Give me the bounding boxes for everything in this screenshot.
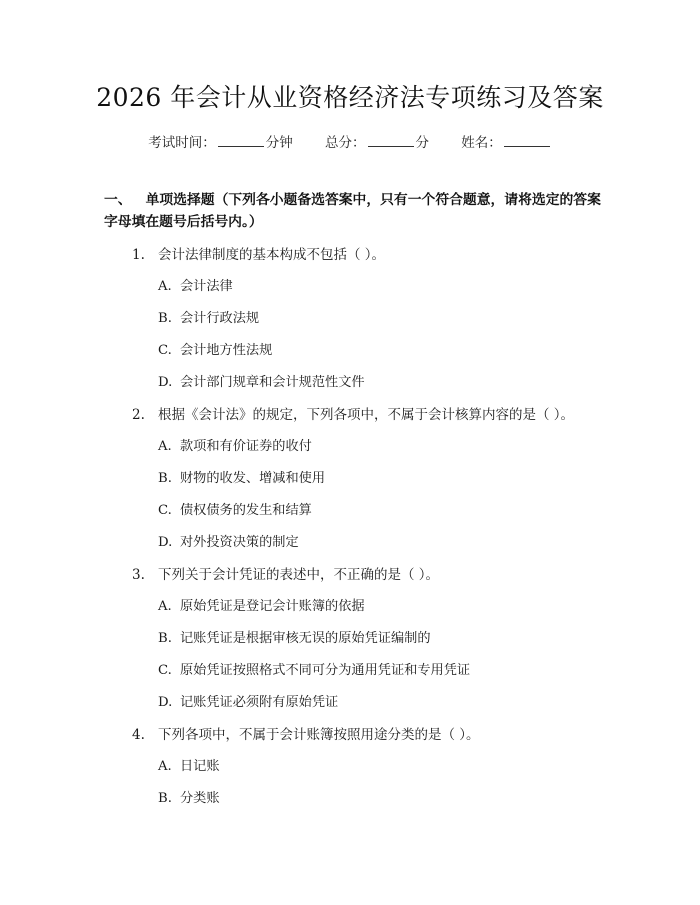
total-score-unit: 分 xyxy=(415,135,429,151)
option-letter: A. xyxy=(158,439,172,454)
option-3a[interactable] xyxy=(158,595,365,614)
question-number: 4. xyxy=(132,727,145,743)
question-number: 1. xyxy=(132,247,145,263)
option-letter: D. xyxy=(158,375,173,390)
section-number: 一、 xyxy=(104,192,132,208)
option-letter: B. xyxy=(158,791,172,806)
option-text: 原始凭证按照格式不同可分为通用凭证和专用凭证 xyxy=(180,663,471,678)
total-score-blank[interactable] xyxy=(368,134,414,147)
page-title: 2026 年会计从业资格经济法专项练习及答案 xyxy=(96,83,604,112)
option-3b[interactable] xyxy=(158,627,431,646)
option-letter: D. xyxy=(158,535,173,550)
question-text: 会计法律制度的基本构成不包括（ ）。 xyxy=(158,247,386,263)
exam-meta xyxy=(0,131,700,151)
option-letter: B. xyxy=(158,311,172,326)
option-letter: B. xyxy=(158,631,172,646)
option-letter: B. xyxy=(158,471,172,486)
option-text: 会计地方性法规 xyxy=(180,343,273,358)
option-text: 债权债务的发生和结算 xyxy=(180,503,312,518)
option-text: 日记账 xyxy=(180,759,220,774)
question-2 xyxy=(132,403,574,423)
option-4b[interactable] xyxy=(158,787,220,806)
option-text: 对外投资决策的制定 xyxy=(180,535,299,550)
section-text: 单项选择题（下列各小题备选答案中，只有一个符合题意，请将选定的答案字母填在题号后括号内。） xyxy=(104,192,601,230)
option-text: 会计行政法规 xyxy=(180,311,260,326)
option-text: 记账凭证必须附有原始凭证 xyxy=(180,695,339,710)
question-4 xyxy=(132,723,480,743)
option-text: 原始凭证是登记会计账簿的依据 xyxy=(180,599,365,614)
option-2b[interactable] xyxy=(158,467,325,486)
option-1a[interactable] xyxy=(158,275,233,294)
student-name xyxy=(461,131,552,151)
option-1d[interactable] xyxy=(158,371,365,390)
option-text: 财物的收发、增减和使用 xyxy=(180,471,326,486)
option-letter: C. xyxy=(158,343,172,358)
option-letter: C. xyxy=(158,663,172,678)
question-text: 下列各项中，不属于会计账簿按照用途分类的是（ ）。 xyxy=(158,727,480,743)
option-2d[interactable] xyxy=(158,531,299,550)
option-text: 会计部门规章和会计规范性文件 xyxy=(180,375,365,390)
question-1 xyxy=(132,243,385,263)
section-heading xyxy=(104,189,604,233)
option-3c[interactable] xyxy=(158,659,470,678)
total-score xyxy=(325,131,429,151)
exam-time-unit: 分钟 xyxy=(265,135,293,151)
exam-time-label: 考试时间： xyxy=(148,135,216,151)
option-2a[interactable] xyxy=(158,435,312,454)
total-score-label: 总分： xyxy=(325,135,366,151)
option-text: 会计法律 xyxy=(180,279,233,294)
option-text: 款项和有价证券的收付 xyxy=(180,439,312,454)
exam-time-blank[interactable] xyxy=(218,134,264,147)
student-name-blank[interactable] xyxy=(504,134,550,147)
option-4a[interactable] xyxy=(158,755,220,774)
question-number: 2. xyxy=(132,407,145,423)
option-2c[interactable] xyxy=(158,499,312,518)
option-1c[interactable] xyxy=(158,339,272,358)
student-name-label: 姓名： xyxy=(461,135,502,151)
option-1b[interactable] xyxy=(158,307,259,326)
question-3 xyxy=(132,563,439,583)
option-letter: A. xyxy=(158,599,172,614)
option-letter: A. xyxy=(158,759,172,774)
option-letter: A. xyxy=(158,279,172,294)
option-letter: C. xyxy=(158,503,172,518)
option-3d[interactable] xyxy=(158,691,338,710)
option-letter: D. xyxy=(158,695,173,710)
question-number: 3. xyxy=(132,567,145,583)
option-text: 分类账 xyxy=(180,791,220,806)
exam-time xyxy=(148,131,293,151)
question-text: 下列关于会计凭证的表述中，不正确的是（ ）。 xyxy=(158,567,440,583)
question-text: 根据《会计法》的规定，下列各项中，不属于会计核算内容的是（ ）。 xyxy=(158,407,575,423)
option-text: 记账凭证是根据审核无误的原始凭证编制的 xyxy=(180,631,431,646)
